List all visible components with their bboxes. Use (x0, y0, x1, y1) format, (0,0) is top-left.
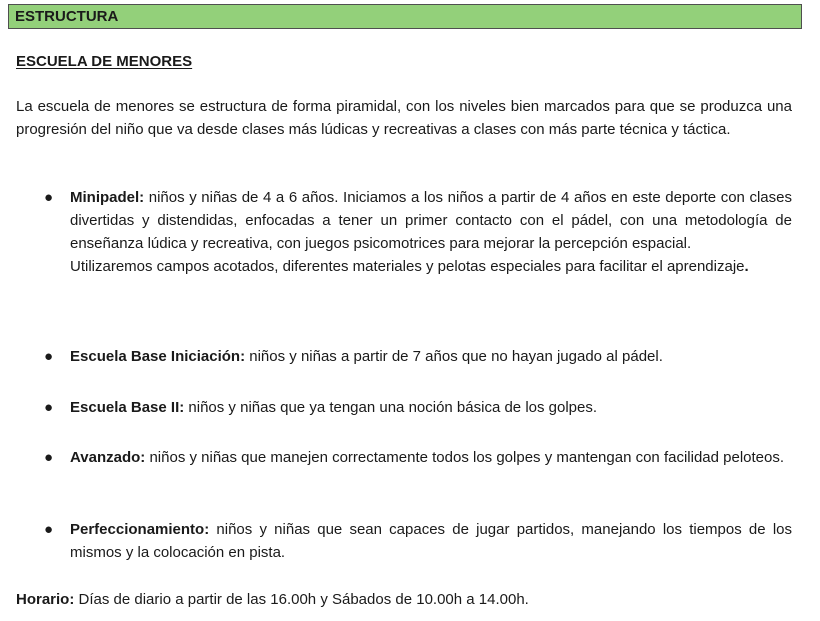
list-item-escuela-base-ii (44, 396, 792, 419)
bullet-icon: ● (44, 449, 54, 466)
list-item-body (70, 396, 792, 419)
list-item-text: niños y niñas que manejen correctamente todos los golpes y mantengan con facilidad peloteos. (145, 449, 785, 466)
list-item-text: niños y niñas de 4 a 6 años. Iniciamos a los niños a partir de 4 años en este deporte con clases divertidas y distendidas, enfocadas a tener un primer contacto con el pádel, con una metodología de enseñanza lúdica y recreativa, con juegos psicomotrices para mejorar la percepción espacial. (70, 189, 792, 252)
list-item-body (70, 518, 792, 564)
list-item-body-continued (70, 255, 792, 278)
list-item-label: Escuela Base II: (70, 399, 185, 416)
intro-paragraph: La escuela de menores se estructura de forma piramidal, con los niveles bien marcados para que se produzca una progresión del niño que va desde clases más lúdicas y recreativas a clases con más parte técnica y táctica. (16, 98, 792, 138)
list-item-label: Escuela Base Iniciación: (70, 348, 246, 365)
bullet-icon: ● (44, 189, 54, 206)
list-item-body (70, 446, 792, 469)
schedule-text: Días de diario a partir de las 16.00h y Sábados de 10.00h a 14.00h. (74, 591, 529, 608)
section-title: ESTRUCTURA (15, 8, 119, 25)
section-header (8, 4, 802, 29)
list-item-period: . (744, 258, 749, 275)
list-item-label: Minipadel: (70, 189, 145, 206)
bullet-icon: ● (44, 348, 54, 365)
schedule-line (16, 588, 529, 611)
subsection-title: ESCUELA DE MENORES (16, 53, 193, 70)
list-item-text: niños y niñas que ya tengan una noción básica de los golpes. (184, 399, 598, 416)
bullet-icon: ● (44, 399, 54, 416)
list-item-label: Avanzado: (70, 449, 146, 466)
bullet-icon: ● (44, 521, 54, 538)
list-item-text: niños y niñas que sean capaces de jugar partidos, manejando los tiempos de los mismos y la colocación en pista. (70, 521, 792, 561)
list-item-minipadel (44, 186, 792, 278)
list-item-text: Utilizaremos campos acotados, diferentes materiales y pelotas especiales para facilitar el aprendizaje (70, 258, 745, 275)
list-item-escuela-base-iniciacion (44, 345, 792, 368)
list-item-body (70, 186, 792, 255)
schedule-label: Horario: (16, 591, 75, 608)
list-item-perfeccionamiento (44, 518, 792, 564)
list-item-label: Perfeccionamiento: (70, 521, 210, 538)
list-item-avanzado (44, 446, 792, 469)
list-item-text: niños y niñas a partir de 7 años que no hayan jugado al pádel. (245, 348, 663, 365)
list-item-body (70, 345, 792, 368)
